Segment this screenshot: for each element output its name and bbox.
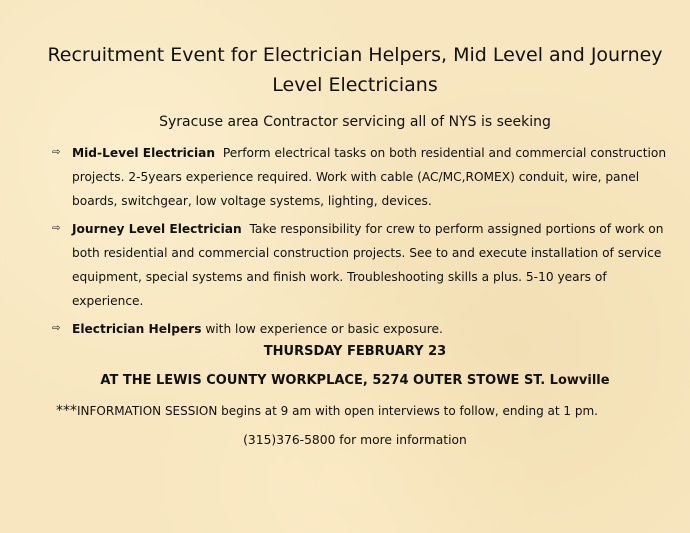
role-title: Electrician Helpers — [72, 322, 202, 336]
session-text: INFORMATION SESSION begins at 9 am with open interviews to follow, ending at 1 pm. — [77, 404, 598, 418]
role-title: Journey Level Electrician — [72, 222, 242, 236]
position-list — [52, 141, 667, 345]
role-title: Mid-Level Electrician — [72, 146, 216, 160]
event-location: AT THE LEWIS COUNTY WORKPLACE, 5274 OUTER STOWE ST. Lowville — [100, 373, 610, 388]
role-description: Take responsibility for crew to perform assigned portions of work on both residential and commercial construction projects. See to and execute installation of service equipment, special systems and finish work. Troubleshooting skills a plus. 5-10 years of experience. — [72, 222, 664, 308]
title-line-2: Level Electricians — [272, 74, 438, 96]
flyer-title — [40, 40, 670, 100]
role-description: with low experience or basic exposure. — [205, 322, 443, 336]
list-item-helpers — [52, 317, 667, 341]
list-item-journey-level — [52, 217, 667, 313]
arrow-right-icon: ⇨ — [52, 323, 61, 334]
arrow-right-icon: ⇨ — [52, 223, 61, 234]
contact-info: (315)376-5800 for more information — [243, 433, 467, 447]
information-session — [56, 400, 676, 422]
arrow-right-icon: ⇨ — [52, 147, 61, 158]
list-item-mid-level — [52, 141, 667, 213]
event-date: THURSDAY FEBRUARY 23 — [263, 344, 447, 359]
title-line-1: Recruitment Event for Electrician Helpers, Mid Level and Journey — [47, 44, 663, 66]
role-description: Perform electrical tasks on both residential and commercial construction projects. 2-5years experience required. Work with cable (AC/MC,ROMEX) conduit, wire, panel boards, switchgear, low voltage systems, lighting, devices. — [72, 146, 667, 208]
asterisks: *** — [56, 403, 77, 419]
flyer-subtitle: Syracuse area Contractor servicing all of NYS is seeking — [159, 114, 551, 130]
